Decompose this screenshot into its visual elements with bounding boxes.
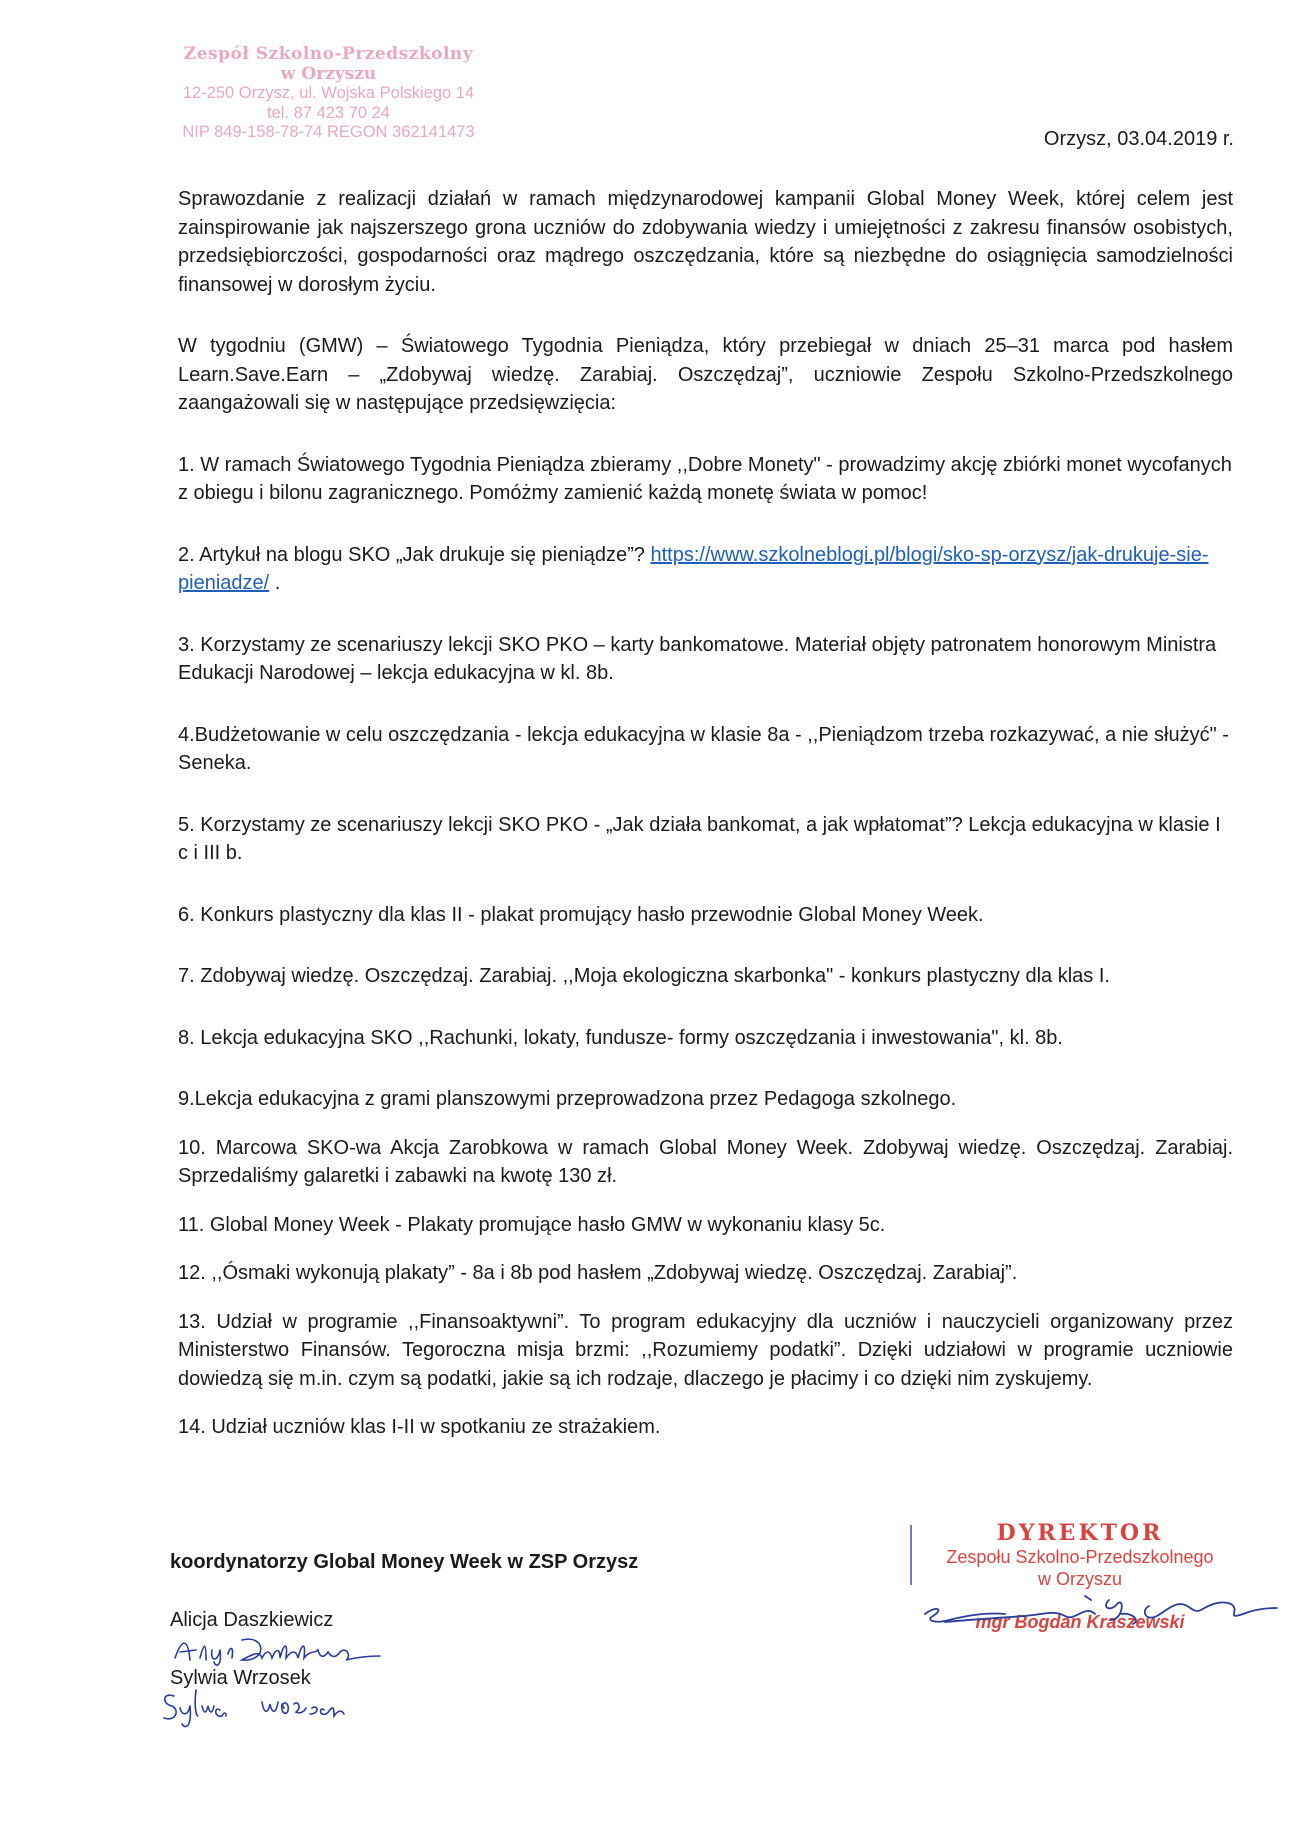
list-item-6: 6. Konkurs plastyczny dla klas II - plakat promujący hasło przewodnie Global Money Week. (178, 903, 984, 926)
list-item-5: 5. Korzystamy ze scenariuszy lekcji SKO PKO - „Jak działa bankomat, a jak wpłatomat”? Lekcja edukacyjna w klasie I c i III b. (178, 813, 1221, 864)
week-paragraph: W tygodniu (GMW) – Światowego Tygodnia Pieniądza, który przebiegał w dniach 25–31 marca pod hasłem Learn.Save.Earn – „Zdobywaj wiedzę. Zarabiaj. Oszczędzaj”, uczniowie Zespołu Szkolno-Przedszkolnego zaangażowali się w następujące przedsięwzięcia: (178, 335, 1233, 414)
list-item-7: 7. Zdobywaj wiedzę. Oszczędzaj. Zarabiaj. ,,Moja ekologiczna skarbonka" - konkurs plastyczny dla klas I. (178, 965, 1110, 987)
stamp-line-1: Zespół Szkolno-Przedszkolny (183, 44, 474, 64)
document-date: Orzysz, 03.04.2019 r. (1043, 128, 1234, 150)
director-stamp-line-1: Zespołu Szkolno-Przedszkolnego (946, 1547, 1214, 1567)
list-item-2-end: . (269, 572, 281, 594)
director-stamp-line-2: w Orzyszu (1037, 1569, 1122, 1589)
stamp-address: 12-250 Orzysz, ul. Wojska Polskiego 14 (182, 84, 475, 103)
list-item-13: 13. Udział w programie ,,Finansoaktywni”. To program edukacyjny dla uczniów i nauczycieli organizowany przez Ministerstwo Finansów. Tegoroczna misja brzmi: ,,Rozumiemy podatki”. Dzięki udziałowi w programie uczniowie dowiedzą się m.in. czym są podatki, jakie są ich rodzaje, dlaczego je płacimy i co dzięki nim zyskujemy. (178, 1310, 1233, 1390)
list-item-9: 9.Lekcja edukacyjna z grami planszowymi przeprowadzona przez Pedagoga szkolnego. (178, 1088, 957, 1110)
school-stamp (166, 44, 491, 143)
intro-paragraph: Sprawozdanie z realizacji działań w ramach międzynarodowej kampanii Global Money Week, której celem jest zainspirowanie jak najszerszego grona uczniów do zdobywania wiedzy i umiejętności z zakresu finansów osobistych, przedsiębiorczości, gospodarności oraz mądrego oszczędzania, które są niezbędne do osiągnięcia samodzielności finansowej w dorosłym życiu. (178, 188, 1233, 296)
coordinator-signature-1 (170, 1632, 440, 1668)
stamp-nip-regon: NIP 849-158-78-74 REGON 362141473 (182, 123, 475, 142)
list-item-2 (178, 541, 1233, 598)
director-title: DYREKTOR (996, 1520, 1164, 1546)
list-item-14: 14. Udział uczniów klas I-II w spotkaniu ze strażakiem. (178, 1416, 661, 1438)
list-item-2-text: 2. Artykuł na blogu SKO „Jak drukuje się pieniądze”? (178, 543, 645, 566)
coordinator-name-1: Alicja Daszkiewicz (170, 1609, 334, 1631)
blog-article-link[interactable]: https://www.szkolneblogi.pl/blogi/sko-sp-orzysz/jak-drukuje-sie-pieniadze/ (178, 543, 1209, 594)
list-item-10: 10. Marcowa SKO-wa Akcja Zarobkowa w ramach Global Money Week. Zdobywaj wiedzę. Oszczędzaj. Zarabiaj. Sprzedaliśmy galaretki i zabawki na kwotę 130 zł. (178, 1136, 1233, 1187)
document-body (178, 185, 1233, 1442)
stamp-line-2: w Orzyszu (280, 64, 377, 85)
list-item-12: 12. ,,Ósmaki wykonują plakaty” - 8a i 8b pod hasłem „Zdobywaj wiedzę. Oszczędzaj. Zarabiaj”. (178, 1262, 1018, 1284)
director-name: mgr Bogdan Kraszewski (975, 1612, 1185, 1632)
list-item-3: 3. Korzystamy ze scenariuszy lekcji SKO PKO – karty bankomatowe. Materiał objęty patronatem honorowym Ministra Edukacji Narodowej – lekcja edukacyjna w kl. 8b. (178, 633, 1217, 684)
coordinators-title: koordynatorzy Global Money Week w ZSP Orzysz (170, 1551, 639, 1573)
stamp-phone: tel. 87 423 70 24 (267, 103, 390, 122)
coordinator-signature-2 (158, 1686, 378, 1730)
director-signature (905, 1590, 1295, 1640)
list-item-1: 1. W ramach Światowego Tygodnia Pieniądza zbieramy ,,Dobre Monety" - prowadzimy akcję zbiórki monet wycofanych z obiegu i bilonu zagranicznego. Pomóżmy zamienić każdą monetę świata w pomoc! (178, 453, 1232, 504)
list-item-4: 4.Budżetowanie w celu oszczędzania - lekcja edukacyjna w klasie 8a - ,,Pieniądzom trzeba rozkazywać, a nie służyć" - Seneka. (178, 723, 1229, 774)
list-item-8: 8. Lekcja edukacyjna SKO ,,Rachunki, lokaty, fundusze- formy oszczędzania i inwestowania", kl. 8b. (178, 1026, 1063, 1049)
coordinator-name-2: Sylwia Wrzosek (170, 1667, 311, 1689)
list-item-11: 11. Global Money Week - Plakaty promujące hasło GMW w wykonaniu klasy 5c. (178, 1213, 886, 1236)
